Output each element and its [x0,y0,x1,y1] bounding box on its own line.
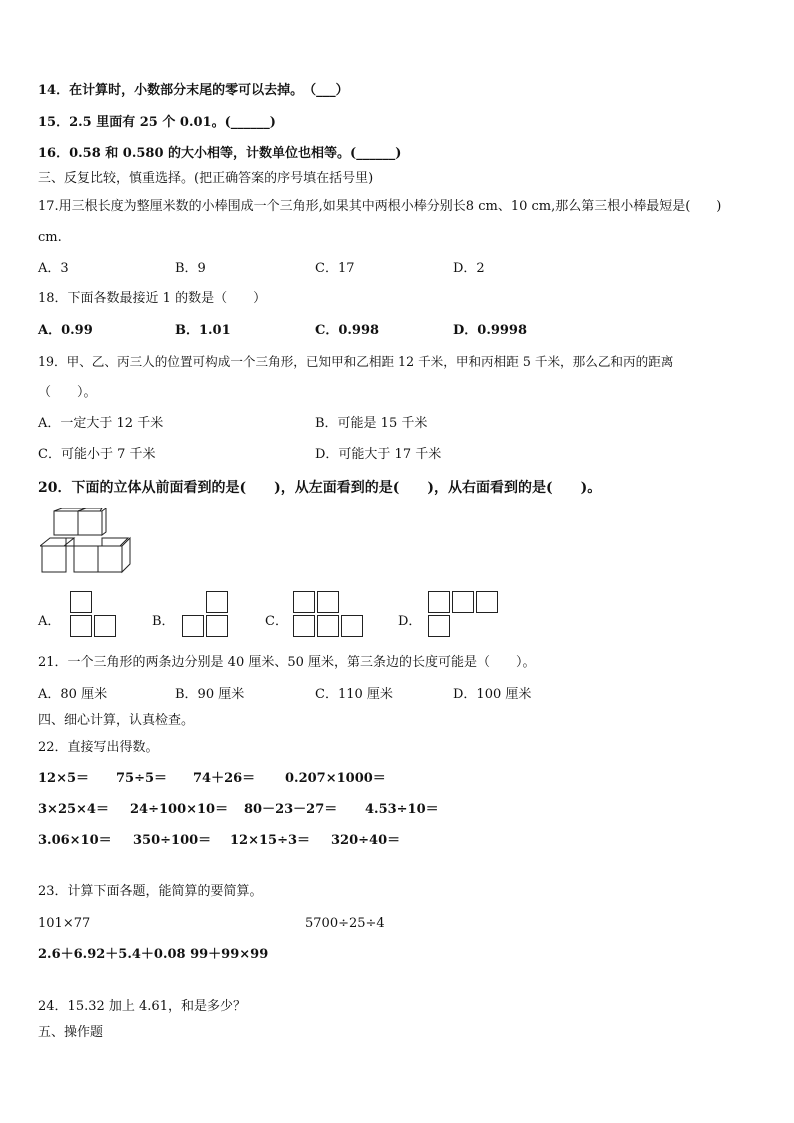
question-20: 20．下面的立体从前面看到的是( )，从左面看到的是( )，从右面看到的是( )。 [38,480,602,496]
q18-option-b: B．1.01 [175,323,231,338]
q17-option-d: D．2 [453,261,485,276]
section-4-heading: 四、细心计算，认真检查。 [38,713,195,728]
q19-option-a: A．一定大于 12 千米 [38,416,164,431]
q21-option-b: B．90 厘米 [175,687,245,702]
question-19-cont: （ ）。 [38,385,97,400]
q20-option-d-view [428,591,500,639]
question-17: 17.用三根长度为整厘米数的小棒围成一个三角形,如果其中两根小棒分别长8 cm、10 cm,那么第三根小棒最短是( ) [38,199,722,214]
q19-option-d: D．可能大于 17 千米 [315,447,442,462]
question-19: 19．甲、乙、丙三人的位置可构成一个三角形，已知甲和乙相距 12 千米，甲和丙相距 5 千米，那么乙和丙的距离 [38,354,674,369]
question-22: 22．直接写出得数。 [38,740,159,755]
q20-option-b-label: B． [152,614,175,629]
question-24: 24．15.32 加上 4.61，和是多少？ [38,999,246,1014]
q22-item: 4.53÷10＝ [365,802,439,817]
q17-option-b: B．9 [175,261,206,276]
question-23: 23．计算下面各题，能简算的要简算。 [38,884,263,899]
cube-stack-figure [40,508,135,578]
q22-item: 3.06×10＝ [38,833,112,848]
question-16: 16．0.58 和 0.580 的大小相等，计数单位也相等。(______) [38,146,402,161]
q23-item-c: 2.6＋6.92＋5.4＋0.08 99＋99×99 [38,947,269,962]
q19-option-b: B．可能是 15 千米 [315,416,428,431]
q18-option-c: C．0.998 [315,323,380,338]
q20-option-c-view [293,591,365,639]
section-5-heading: 五、操作题 [38,1025,104,1040]
q18-option-d: D．0.9998 [453,323,528,338]
question-18: 18．下面各数最接近 1 的数是（ ） [38,291,267,306]
q17-option-c: C．17 [315,261,355,276]
q21-option-c: C．110 厘米 [315,687,393,702]
q23-item-b: 5700÷25÷4 [305,916,385,931]
q20-option-c-label: C． [265,614,288,629]
q22-item: 0.207×1000＝ [285,771,386,786]
question-14: 14．在计算时，小数部分末尾的零可以去掉。 （___） [38,83,349,98]
q21-option-a: A．80 厘米 [38,687,108,702]
q22-item: 24÷100×10＝ [130,802,229,817]
q17-option-a: A．3 [38,261,69,276]
section-3-heading: 三、反复比较，慎重选择。(把正确答案的序号填在括号里) [38,171,374,186]
q20-option-b-view [182,591,230,639]
q22-item: 75÷5＝ [116,771,168,786]
q18-option-a: A．0.99 [38,323,93,338]
question-15: 15．2.5 里面有 25 个 0.01。(______) [38,115,276,130]
q22-item: 350÷100＝ [133,833,212,848]
q22-item: 74＋26＝ [193,771,256,786]
q20-option-a-label: A． [38,614,61,629]
q22-item: 3×25×4＝ [38,802,109,817]
question-21: 21．一个三角形的两条边分别是 40 厘米、50 厘米，第三条边的长度可能是（ ）。 [38,655,536,670]
q20-option-a-view [70,591,118,639]
q22-item: 320÷40＝ [331,833,401,848]
q22-item: 80－23－27＝ [244,802,338,817]
q22-item: 12×15÷3＝ [230,833,311,848]
question-17-cont: cm. [38,230,62,245]
q19-option-c: C．可能小于 7 千米 [38,447,156,462]
q23-item-a: 101×77 [38,916,91,931]
q21-option-d: D．100 厘米 [453,687,532,702]
q20-option-d-label: D． [398,614,422,629]
q22-item: 12×5＝ [38,771,90,786]
